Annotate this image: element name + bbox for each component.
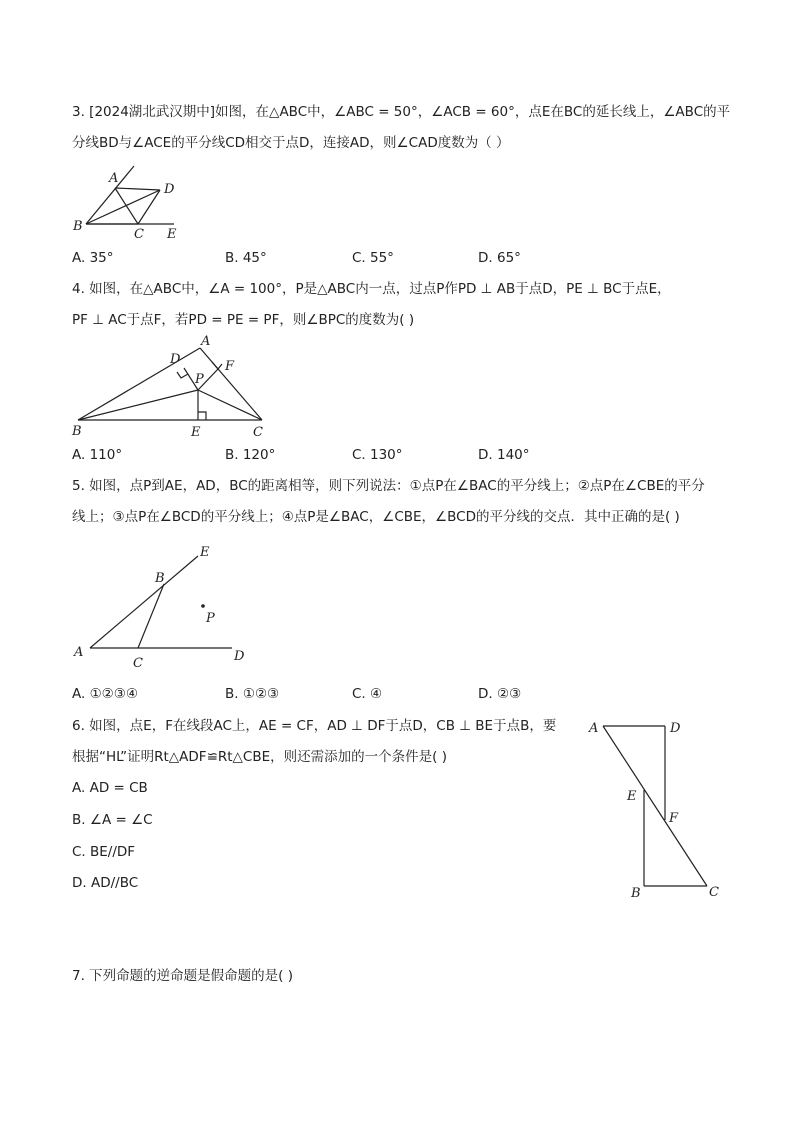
q6-option-c[interactable]: C. BE//DF: [72, 844, 136, 860]
q6-option-a[interactable]: A. AD = CB: [72, 780, 148, 796]
q5-option-d[interactable]: D. ②③: [478, 686, 522, 702]
q4-option-c[interactable]: C. 130°: [352, 447, 403, 463]
q7-stem-line1: 7. 下列命题的逆命题是假命题的是( ): [72, 968, 293, 984]
q5-label-C: C: [133, 656, 143, 671]
q6-stem-line2: 根据“HL”证明Rt△ADF≌Rt△CBE，则还需添加的一个条件是( ): [72, 749, 447, 765]
q5-option-c[interactable]: C. ④: [352, 686, 383, 702]
q6-option-b[interactable]: B. ∠A = ∠C: [72, 812, 153, 828]
q3-stem-line2: 分线BD与∠ACE的平分线CD相交于点D，连接AD，则∠CAD度数为（ ）: [72, 135, 510, 151]
q4-option-b[interactable]: B. 120°: [225, 447, 276, 463]
q4-label-F: F: [225, 359, 235, 374]
q3-label-E: E: [167, 227, 177, 242]
q3-option-d[interactable]: D. 65°: [478, 250, 521, 266]
q4-label-P: P: [195, 372, 204, 387]
q5-stem-line1: 5. 如图，点P到AE，AD，BC的距离相等，则下列说法：①点P在∠BAC的平分线上；②点P在∠CBE的平分: [72, 478, 705, 494]
q4-label-C: C: [253, 425, 263, 440]
q6-label-F: F: [669, 811, 679, 826]
q3-stem-line1: 3. [2024湖北武汉期中]如图，在△ABC中，∠ABC = 50°，∠ACB = 60°，点E在BC的延长线上，∠ABC的平: [72, 104, 731, 120]
q3-label-C: C: [134, 227, 144, 242]
q3-figure: [72, 162, 192, 242]
q6-label-B: B: [631, 886, 641, 901]
q5-figure: [72, 540, 262, 670]
q5-label-A: A: [74, 645, 84, 660]
q4-option-a[interactable]: A. 110°: [72, 447, 123, 463]
q6-figure: [585, 716, 725, 906]
q5-label-P: P: [206, 611, 215, 626]
q3-option-b[interactable]: B. 45°: [225, 250, 267, 266]
q3-label-B: B: [73, 219, 83, 234]
q5-option-b[interactable]: B. ①②③: [225, 686, 280, 702]
q5-point-p: [201, 604, 205, 608]
q6-label-A: A: [589, 721, 599, 736]
q4-label-D: D: [170, 352, 181, 367]
q6-stem-line1: 6. 如图，点E，F在线段AC上，AE = CF，AD ⊥ DF于点D，CB ⊥ BE于点B，要: [72, 718, 557, 734]
q5-label-D: D: [234, 649, 245, 664]
q5-label-B: B: [155, 571, 165, 586]
q3-label-A: A: [109, 171, 119, 186]
q4-figure: [72, 334, 272, 440]
q4-stem-line2: PF ⊥ AC于点F，若PD = PE = PF，则∠BPC的度数为( ): [72, 312, 415, 328]
q4-option-d[interactable]: D. 140°: [478, 447, 530, 463]
q4-label-A: A: [201, 334, 211, 349]
q6-label-C: C: [709, 885, 719, 900]
q5-stem-line2: 线上；③点P在∠BCD的平分线上；④点P是∠BAC，∠CBE，∠BCD的平分线的交点．其中正确的是( ): [72, 509, 680, 525]
q3-label-D: D: [164, 182, 175, 197]
q4-label-E: E: [191, 425, 201, 440]
q3-option-c[interactable]: C. 55°: [352, 250, 394, 266]
q3-option-a[interactable]: A. 35°: [72, 250, 114, 266]
q5-label-E: E: [200, 545, 210, 560]
q4-label-B: B: [72, 424, 82, 439]
q6-option-d[interactable]: D. AD//BC: [72, 875, 139, 891]
q4-stem-line1: 4. 如图，在△ABC中，∠A = 100°，P是△ABC内一点，过点P作PD ⊥ AB于点D，PE ⊥ BC于点E，: [72, 281, 671, 297]
q5-option-a[interactable]: A. ①②③④: [72, 686, 138, 702]
q6-label-D: D: [670, 721, 681, 736]
q6-label-E: E: [627, 789, 637, 804]
